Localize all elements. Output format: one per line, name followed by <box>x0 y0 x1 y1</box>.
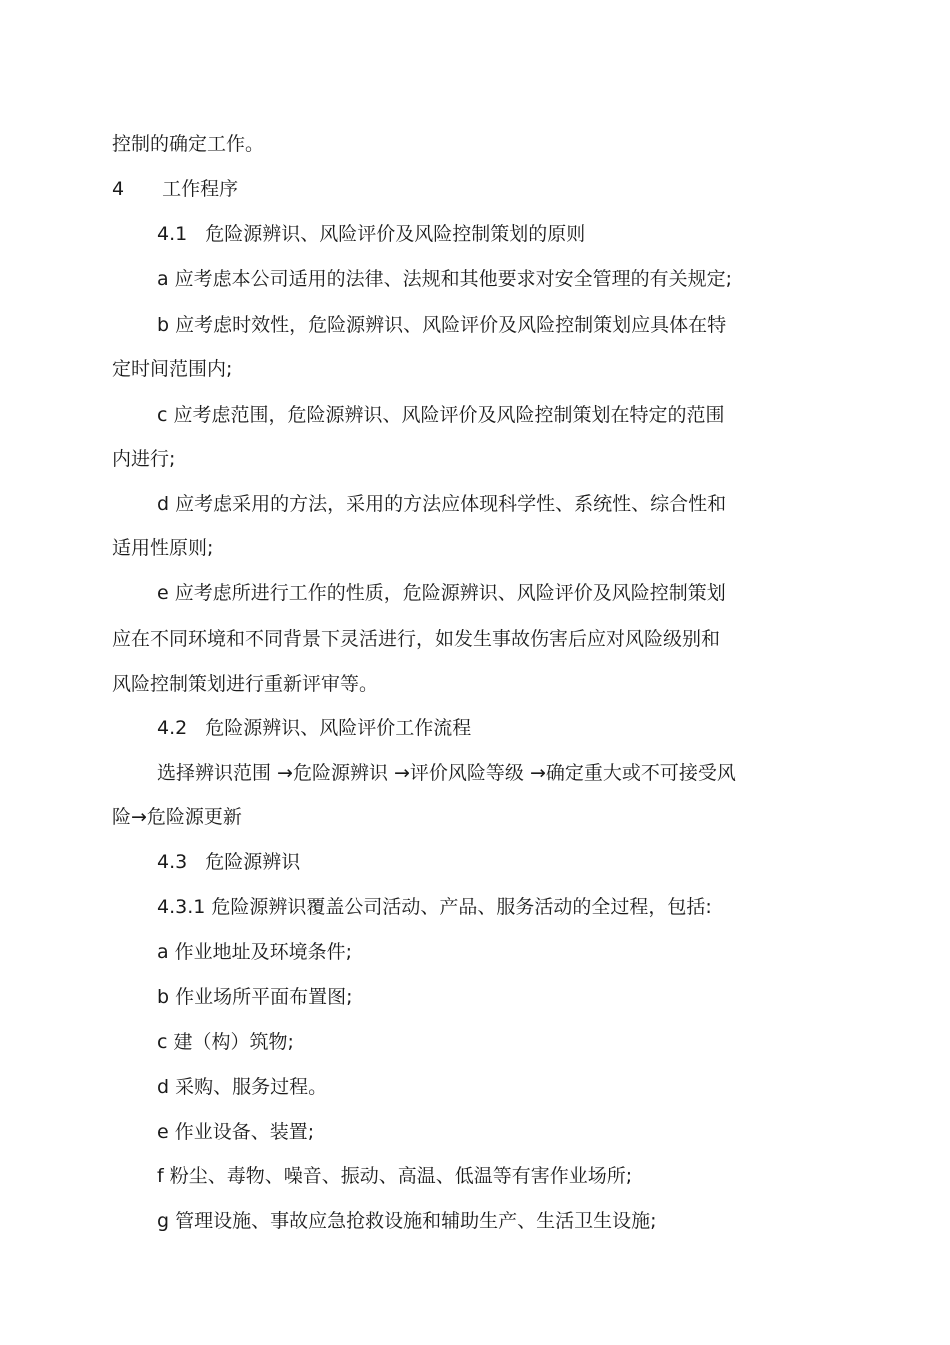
list-item: g 管理设施、事故应急抢救设施和辅助生产、生活卫生设施; <box>157 1210 657 1232</box>
subsection-number: 4.2 <box>157 717 188 739</box>
list-item: b 应考虑时效性，危险源辨识、风险评价及风险控制策划应具体在特 <box>157 314 727 336</box>
subsection-title: 危险源辨识 <box>205 851 301 873</box>
list-item-continuation: 内进行; <box>112 448 176 470</box>
clause-line: 4.3.1 危险源辨识覆盖公司活动、产品、服务活动的全过程，包括: <box>157 896 712 918</box>
paragraph-line: 控制的确定工作。 <box>112 133 265 155</box>
list-item: c 应考虑范围，危险源辨识、风险评价及风险控制策划在特定的范围 <box>157 404 725 426</box>
list-item: f 粉尘、毒物、噪音、振动、高温、低温等有害作业场所; <box>157 1165 633 1187</box>
section-title: 工作程序 <box>162 178 239 200</box>
list-item: c 建（构）筑物; <box>157 1031 294 1053</box>
subsection-number: 4.1 <box>157 223 188 245</box>
section-number: 4 <box>112 178 125 200</box>
workflow-text: 选择辨识范围 →危险源辨识 →评价风险等级 →确定重大或不可接受风 <box>157 762 736 784</box>
list-item: e 应考虑所进行工作的性质，危险源辨识、风险评价及风险控制策划 <box>157 582 726 604</box>
list-item: a 应考虑本公司适用的法律、法规和其他要求对安全管理的有关规定; <box>157 268 733 290</box>
subsection-heading <box>157 715 471 741</box>
list-item: d 采购、服务过程。 <box>157 1076 328 1098</box>
list-item: d 应考虑采用的方法，采用的方法应体现科学性、系统性、综合性和 <box>157 493 727 515</box>
section-heading <box>112 176 238 202</box>
list-item-continuation: 定时间范围内; <box>112 358 233 380</box>
list-item: a 作业地址及环境条件; <box>157 941 353 963</box>
subsection-title: 危险源辨识、风险评价工作流程 <box>205 717 472 739</box>
subsection-title: 危险源辨识、风险评价及风险控制策划的原则 <box>205 223 586 245</box>
workflow-text-continuation: 险→危险源更新 <box>112 806 242 828</box>
subsection-heading <box>157 221 585 247</box>
list-item-continuation: 适用性原则; <box>112 537 214 559</box>
subsection-number: 4.3 <box>157 851 188 873</box>
list-item: b 作业场所平面布置图; <box>157 986 353 1008</box>
list-item: e 作业设备、装置; <box>157 1121 315 1143</box>
list-item-continuation: 应在不同环境和不同背景下灵活进行，如发生事故伤害后应对风险级别和 <box>112 628 721 650</box>
subsection-heading <box>157 849 300 875</box>
list-item-continuation: 风险控制策划进行重新评审等。 <box>112 673 379 695</box>
